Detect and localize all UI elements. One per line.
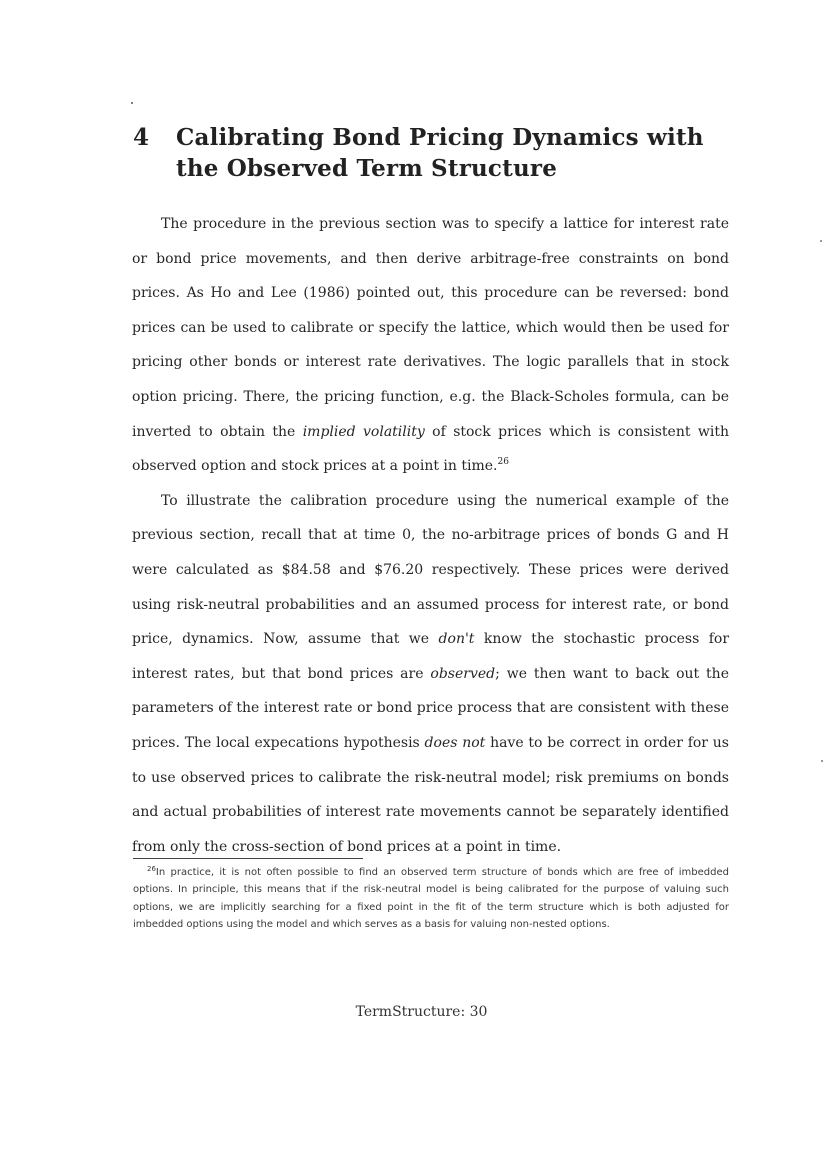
emphasis-text: does not (424, 734, 486, 751)
body-text (132, 207, 729, 864)
scan-speck (820, 240, 822, 242)
footnote-divider (133, 858, 363, 859)
paragraph-text: To illustrate the calibration procedure using the numerical example of the previous section, recall that at time 0, the no-arbitrage prices of bonds G and H were calculated as $84.58 and $76.20 respectively. These prices were derived using risk-neutral probabilities and an assumed process for interest rate, or bond price, dynamics. Now, assume that we (132, 492, 729, 648)
section-title: Calibrating Bond Pricing Dynamics with the Observed Term Structure (176, 124, 704, 182)
footnote-marker: 26 (147, 865, 156, 873)
section-number: 4 (133, 124, 150, 151)
scan-speck (131, 102, 133, 104)
emphasis-text: don't (438, 631, 475, 648)
paragraph (132, 207, 729, 484)
footnote-reference: 26 (497, 457, 509, 468)
scan-speck (821, 760, 823, 762)
emphasis-text: implied volatility (302, 423, 425, 440)
paragraph-text: ; we then want to back out the parameters of the interest rate or bond price process that are consistent with these prices. The local expecations hypothesis (132, 665, 729, 751)
paragraph-text: have to be correct in order for us to use observed prices to calibrate the risk-neutral model; risk premiums on bonds and actual probabilities of interest rate movements cannot be separately identified from only the cross-section of bond prices at a point in time. (132, 734, 729, 855)
paragraph-text: The procedure in the previous section was to specify a lattice for interest rate or bond price movements, and then derive arbitrage-free constraints on bond prices. As Ho and Lee (1986) pointed out, this procedure can be reversed: bond prices can be used to calibrate or specify the lattice, which would then be used for pricing other bonds or interest rate derivatives. The logic parallels that in stock option pricing. There, the pricing function, e.g. the Black-Scholes formula, can be inverted to obtain the (132, 216, 729, 440)
footnote-text: In practice, it is not often possible to find an observed term structure of bonds which are free of imbedded options. In principle, this means that if the risk-neutral model is being calibrated for the purpose of valuing such options, we are implicitly searching for a fixed point in the fit of the term structure which is both adjusted for imbedded options using the model and which serves as a basis for valuing non-nested options. (133, 867, 729, 931)
emphasis-text: observed (430, 665, 496, 682)
page-footer: TermStructure: 30 (355, 1004, 488, 1020)
paragraph-text: of stock prices which is consistent with observed option and stock prices at a point in time. (132, 423, 729, 475)
paragraph (132, 484, 729, 865)
paragraph-text: know the stochastic process for interest rates, but that bond prices are (132, 631, 730, 682)
footnote (133, 864, 729, 934)
